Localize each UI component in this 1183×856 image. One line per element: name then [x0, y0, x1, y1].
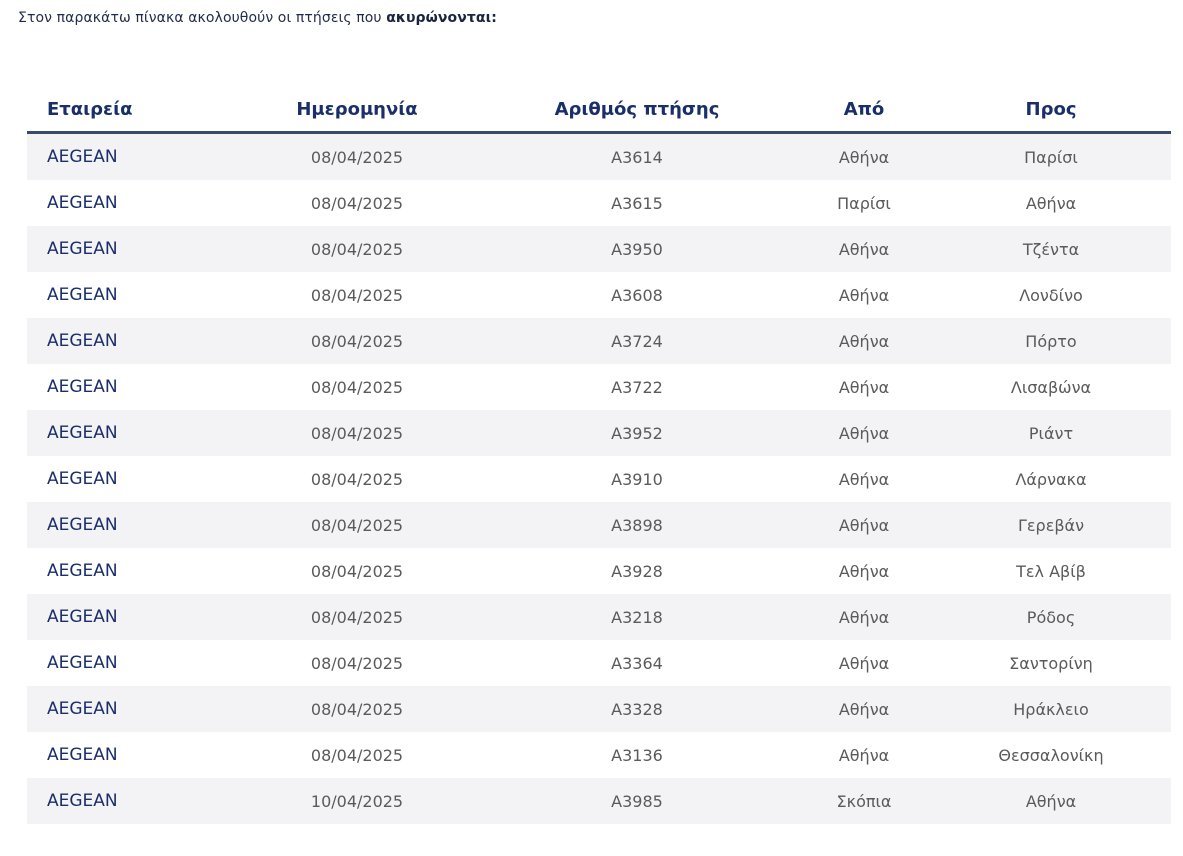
cell-flight-number: A3950	[611, 239, 663, 259]
table-row	[27, 456, 1171, 502]
cell-to: Πόρτο	[1025, 331, 1077, 351]
table-row	[27, 732, 1171, 778]
cell-flight-number: A3910	[611, 469, 663, 489]
cell-from: Αθήνα	[838, 147, 890, 167]
cell-date: 08/04/2025	[310, 469, 404, 489]
cell-flight-number: A3898	[611, 515, 663, 535]
table-row	[27, 502, 1171, 548]
cell-from: Αθήνα	[838, 653, 890, 673]
cancelled-flights-table	[27, 88, 1171, 824]
cell-airline: AEGEAN	[47, 653, 118, 673]
cell-flight-number: A3615	[611, 193, 663, 213]
cell-from: Αθήνα	[838, 423, 890, 443]
cell-date: 08/04/2025	[310, 147, 404, 167]
table-row	[27, 548, 1171, 594]
cell-to: Ριάντ	[1028, 423, 1074, 443]
cell-date: 08/04/2025	[310, 285, 404, 305]
table-row	[27, 134, 1171, 180]
cell-flight-number: A3724	[611, 331, 663, 351]
table-row	[27, 364, 1171, 410]
cell-airline: AEGEAN	[47, 791, 118, 811]
header-to: Προς	[1025, 99, 1077, 120]
cell-from: Αθήνα	[838, 607, 890, 627]
cell-from: Αθήνα	[838, 561, 890, 581]
cell-date: 08/04/2025	[310, 377, 404, 397]
table-body	[27, 134, 1171, 824]
cell-to: Παρίσι	[1024, 147, 1078, 167]
cell-from: Αθήνα	[838, 285, 890, 305]
cell-airline: AEGEAN	[47, 515, 118, 535]
table-row	[27, 778, 1171, 824]
cell-airline: AEGEAN	[47, 699, 118, 719]
cell-to: Ηράκλειο	[1013, 699, 1089, 719]
cell-date: 08/04/2025	[310, 193, 404, 213]
table-row	[27, 594, 1171, 640]
cell-flight-number: A3608	[611, 285, 663, 305]
intro-text-plain: Στον παρακάτω πίνακα ακολουθούν οι πτήσεις που	[18, 10, 387, 26]
intro-text-bold: ακυρώνονται:	[386, 10, 497, 26]
cell-date: 08/04/2025	[310, 699, 404, 719]
cell-flight-number: A3952	[611, 423, 663, 443]
cell-flight-number: A3136	[611, 745, 663, 765]
cell-flight-number: A3218	[611, 607, 663, 627]
cell-flight-number: A3328	[611, 699, 663, 719]
cell-to: Αθήνα	[1025, 193, 1077, 213]
cell-date: 08/04/2025	[310, 239, 404, 259]
cell-from: Αθήνα	[838, 515, 890, 535]
cell-to: Ρόδος	[1026, 607, 1076, 627]
table-row	[27, 640, 1171, 686]
cell-to: Θεσσαλονίκη	[998, 745, 1104, 765]
header-from: Από	[843, 99, 885, 120]
cell-airline: AEGEAN	[47, 377, 118, 397]
table-row	[27, 318, 1171, 364]
cell-flight-number: A3985	[611, 791, 663, 811]
cell-from: Αθήνα	[838, 745, 890, 765]
cell-airline: AEGEAN	[47, 607, 118, 627]
cell-to: Γερεβάν	[1017, 515, 1085, 535]
cell-from: Παρίσι	[837, 193, 891, 213]
table-row	[27, 226, 1171, 272]
cell-airline: AEGEAN	[47, 469, 118, 489]
cell-date: 08/04/2025	[310, 607, 404, 627]
cell-to: Λάρνακα	[1015, 469, 1087, 489]
table-row	[27, 410, 1171, 456]
cell-date: 08/04/2025	[310, 515, 404, 535]
cell-from: Αθήνα	[838, 331, 890, 351]
cell-airline: AEGEAN	[47, 745, 118, 765]
table-row	[27, 180, 1171, 226]
intro-text	[18, 10, 497, 26]
cell-from: Αθήνα	[838, 377, 890, 397]
cell-to: Λονδίνο	[1019, 285, 1083, 305]
cell-to: Λισαβώνα	[1010, 377, 1092, 397]
cell-airline: AEGEAN	[47, 285, 118, 305]
cell-date: 08/04/2025	[310, 423, 404, 443]
cell-airline: AEGEAN	[47, 239, 118, 259]
cell-date: 08/04/2025	[310, 331, 404, 351]
header-airline: Εταιρεία	[47, 99, 133, 120]
cell-airline: AEGEAN	[47, 561, 118, 581]
cell-from: Αθήνα	[838, 239, 890, 259]
cell-from: Αθήνα	[838, 699, 890, 719]
cell-flight-number: A3722	[611, 377, 663, 397]
cell-flight-number: A3364	[611, 653, 663, 673]
cell-to: Τζέντα	[1022, 239, 1080, 259]
cell-to: Σαντορίνη	[1009, 653, 1093, 673]
table-row	[27, 272, 1171, 318]
header-date: Ημερομηνία	[296, 99, 418, 120]
cell-date: 08/04/2025	[310, 561, 404, 581]
cell-airline: AEGEAN	[47, 331, 118, 351]
cell-from: Αθήνα	[838, 469, 890, 489]
cell-to: Τελ Αβίβ	[1016, 561, 1086, 581]
cell-to: Αθήνα	[1025, 791, 1077, 811]
cell-date: 08/04/2025	[310, 653, 404, 673]
header-flight-number: Αριθμός πτήσης	[554, 99, 720, 120]
cell-airline: AEGEAN	[47, 423, 118, 443]
cell-date: 10/04/2025	[310, 791, 404, 811]
cell-date: 08/04/2025	[310, 745, 404, 765]
cell-flight-number: A3614	[611, 147, 663, 167]
cell-airline: AEGEAN	[47, 193, 118, 213]
table-row	[27, 686, 1171, 732]
cell-airline: AEGEAN	[47, 147, 118, 167]
cell-from: Σκόπια	[836, 791, 892, 811]
table-header	[27, 88, 1171, 134]
cell-flight-number: A3928	[611, 561, 663, 581]
